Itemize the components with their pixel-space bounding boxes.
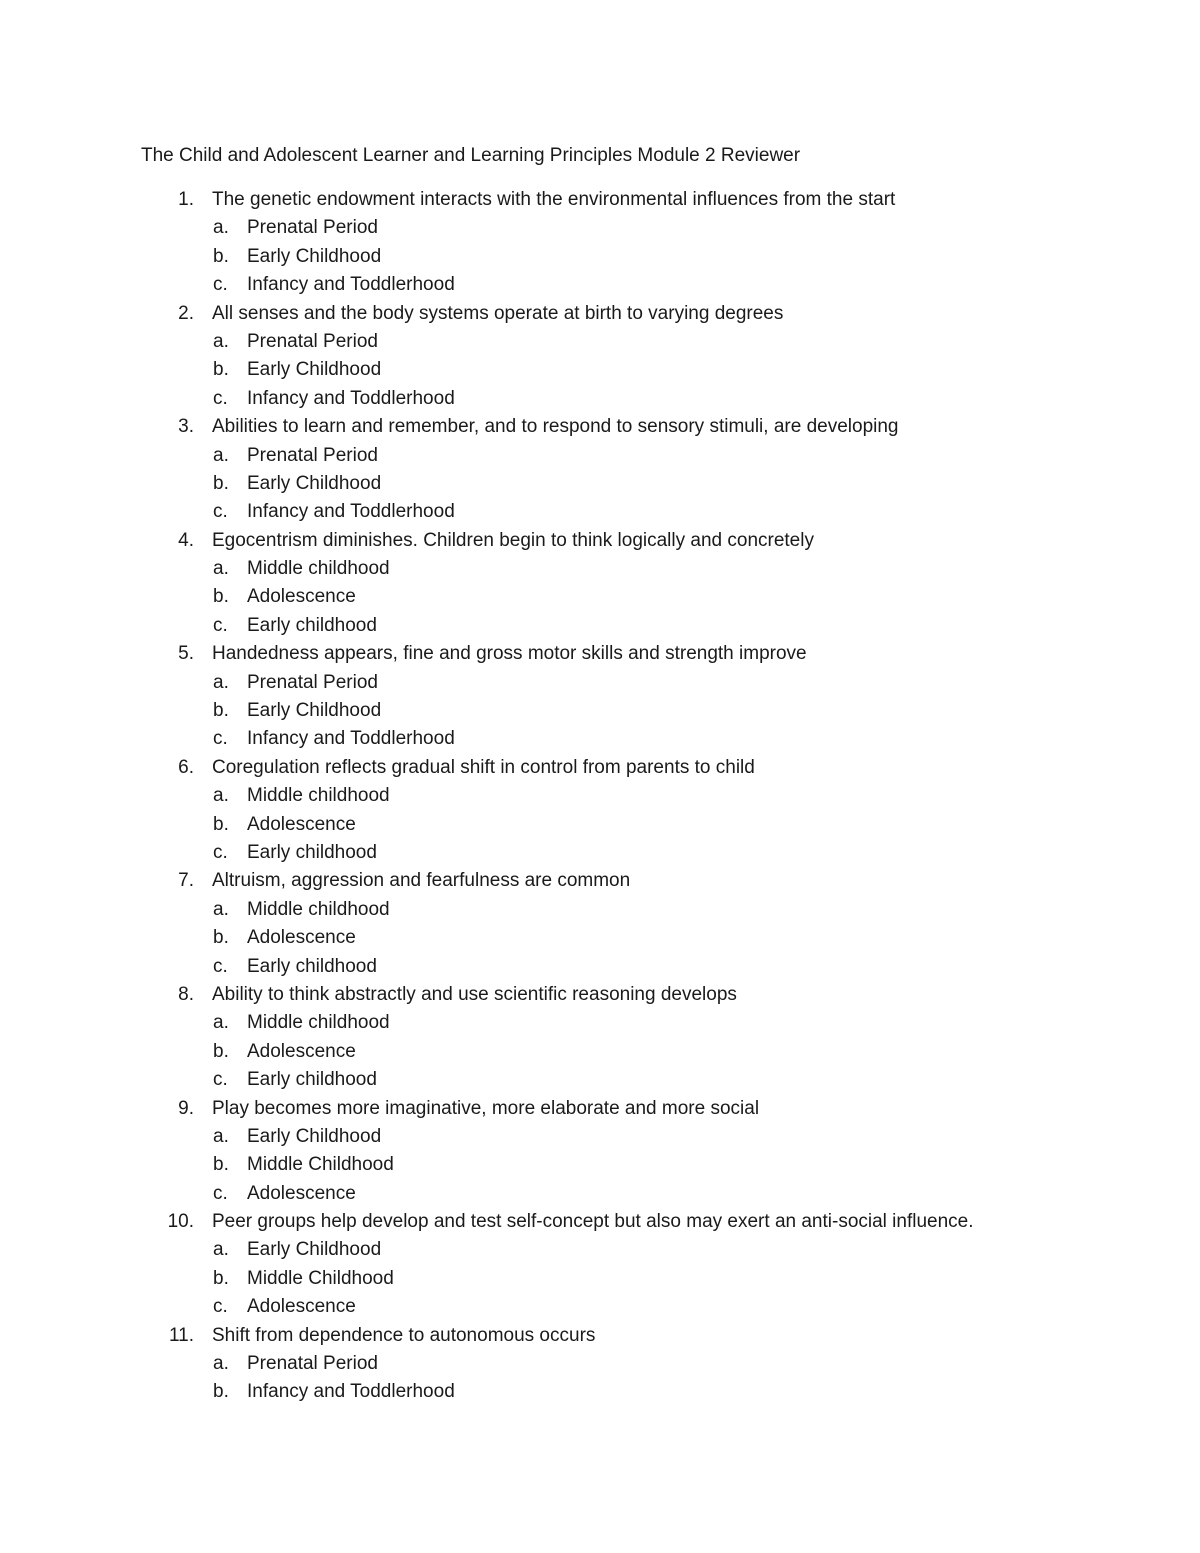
question-item (0, 1322, 1200, 1350)
question-number: 3. (178, 416, 194, 438)
question-number: 8. (178, 983, 194, 1005)
question-number: 6. (178, 756, 194, 778)
option-item (0, 385, 1200, 413)
option-letter: a. (213, 444, 229, 466)
option-letter: a. (213, 1125, 229, 1147)
option-text: Early Childhood (247, 700, 382, 722)
option-item (0, 1123, 1200, 1151)
option-item (0, 669, 1200, 697)
option-letter: b. (213, 472, 229, 494)
option-letter: b. (213, 1267, 229, 1289)
option-letter: a. (213, 217, 229, 239)
question-item (0, 640, 1200, 668)
option-item (0, 697, 1200, 725)
option-letter: c. (213, 274, 228, 296)
option-item (0, 583, 1200, 611)
option-text: Middle childhood (247, 1012, 390, 1034)
option-item (0, 1038, 1200, 1066)
option-letter: a. (213, 1012, 229, 1034)
option-text: Prenatal Period (247, 1353, 378, 1375)
option-text: Middle childhood (247, 898, 390, 920)
question-item (0, 981, 1200, 1009)
option-text: Early childhood (247, 1069, 377, 1091)
option-letter: c. (213, 1069, 228, 1091)
option-text: Infancy and Toddlerhood (247, 1381, 455, 1403)
option-item (0, 953, 1200, 981)
question-text: Ability to think abstractly and use scientific reasoning develops (212, 983, 737, 1005)
option-item (0, 1236, 1200, 1264)
option-item (0, 1151, 1200, 1179)
option-text: Early childhood (247, 955, 377, 977)
option-item (0, 896, 1200, 924)
option-letter: a. (213, 898, 229, 920)
option-item (0, 924, 1200, 952)
question-text: Peer groups help develop and test self-concept but also may exert an anti-social influence. (212, 1211, 974, 1233)
option-letter: a. (213, 671, 229, 693)
question-number: 9. (178, 1097, 194, 1119)
option-text: Infancy and Toddlerhood (247, 728, 455, 750)
option-text: Early childhood (247, 841, 377, 863)
option-letter: c. (213, 501, 228, 523)
option-item (0, 1350, 1200, 1378)
option-text: Prenatal Period (247, 671, 378, 693)
question-text: Egocentrism diminishes. Children begin to think logically and concretely (212, 529, 814, 551)
question-item (0, 867, 1200, 895)
question-text: Shift from dependence to autonomous occurs (212, 1324, 596, 1346)
option-letter: a. (213, 1239, 229, 1261)
question-number: 1. (178, 189, 194, 210)
option-item (0, 328, 1200, 356)
option-text: Early Childhood (247, 245, 382, 267)
option-letter: a. (213, 558, 229, 580)
option-item (0, 1009, 1200, 1037)
option-letter: b. (213, 927, 229, 949)
option-item (0, 839, 1200, 867)
question-text: Altruism, aggression and fearfulness are common (212, 870, 631, 892)
option-text: Middle childhood (247, 558, 390, 580)
option-text: Early Childhood (247, 359, 382, 381)
option-letter: b. (213, 245, 229, 267)
question-text: Handedness appears, fine and gross motor skills and strength improve (212, 643, 807, 665)
option-item (0, 1293, 1200, 1321)
option-text: Adolescence (247, 1296, 356, 1318)
option-letter: a. (213, 1353, 229, 1375)
option-text: Early Childhood (247, 472, 382, 494)
option-item (0, 555, 1200, 583)
option-item (0, 1265, 1200, 1293)
option-item (0, 442, 1200, 470)
option-letter: b. (213, 586, 229, 608)
option-letter: b. (213, 813, 229, 835)
option-text: Early childhood (247, 614, 377, 636)
option-letter: b. (213, 700, 229, 722)
option-letter: b. (213, 1381, 229, 1403)
option-letter: c. (213, 387, 228, 409)
option-text: Adolescence (247, 927, 356, 949)
question-number: 7. (178, 870, 194, 892)
option-letter: a. (213, 330, 229, 352)
question-text: All senses and the body systems operate at birth to varying degrees (212, 302, 784, 324)
option-text: Infancy and Toddlerhood (247, 501, 455, 523)
option-letter: c. (213, 728, 228, 750)
document-title: The Child and Adolescent Learner and Learning Principles Module 2 Reviewer (141, 145, 801, 166)
option-text: Early Childhood (247, 1125, 382, 1147)
option-item (0, 271, 1200, 299)
option-item (0, 1378, 1200, 1406)
option-letter: c. (213, 1296, 228, 1318)
question-number: 10. (167, 1211, 194, 1233)
option-text: Early Childhood (247, 1239, 382, 1261)
option-text: Prenatal Period (247, 217, 378, 239)
option-letter: c. (213, 614, 228, 636)
question-text: The genetic endowment interacts with the environmental influences from the start (212, 189, 896, 210)
option-item (0, 470, 1200, 498)
option-letter: c. (213, 1182, 228, 1204)
question-text: Play becomes more imaginative, more elaborate and more social (212, 1097, 760, 1119)
question-number: 5. (178, 643, 194, 665)
option-text: Middle Childhood (247, 1154, 394, 1176)
option-text: Adolescence (247, 586, 356, 608)
option-item (0, 1066, 1200, 1094)
option-item (0, 725, 1200, 753)
question-item (0, 300, 1200, 328)
question-list (0, 186, 1200, 1407)
option-letter: b. (213, 359, 229, 381)
question-item (0, 413, 1200, 441)
question-item (0, 1208, 1200, 1236)
option-item (0, 811, 1200, 839)
option-item (0, 214, 1200, 242)
option-text: Infancy and Toddlerhood (247, 387, 455, 409)
question-item (0, 186, 1200, 214)
option-item (0, 243, 1200, 271)
option-letter: b. (213, 1154, 229, 1176)
option-text: Middle childhood (247, 785, 390, 807)
question-item (0, 754, 1200, 782)
question-text: Abilities to learn and remember, and to respond to sensory stimuli, are developing (212, 416, 899, 438)
option-item (0, 498, 1200, 526)
question-item (0, 527, 1200, 555)
question-number: 11. (168, 1324, 194, 1346)
option-item (0, 1180, 1200, 1208)
option-text: Adolescence (247, 1182, 356, 1204)
option-text: Adolescence (247, 1040, 356, 1062)
question-number: 4. (178, 529, 194, 551)
option-letter: c. (213, 955, 228, 977)
option-item (0, 782, 1200, 810)
option-item (0, 356, 1200, 384)
option-text: Middle Childhood (247, 1267, 394, 1289)
option-text: Adolescence (247, 813, 356, 835)
option-letter: b. (213, 1040, 229, 1062)
question-item (0, 1095, 1200, 1123)
question-text: Coregulation reflects gradual shift in control from parents to child (212, 756, 755, 778)
option-text: Prenatal Period (247, 444, 378, 466)
option-letter: c. (213, 841, 228, 863)
option-letter: a. (213, 785, 229, 807)
option-text: Prenatal Period (247, 330, 378, 352)
option-text: Infancy and Toddlerhood (247, 274, 455, 296)
question-number: 2. (178, 302, 194, 324)
option-item (0, 612, 1200, 640)
